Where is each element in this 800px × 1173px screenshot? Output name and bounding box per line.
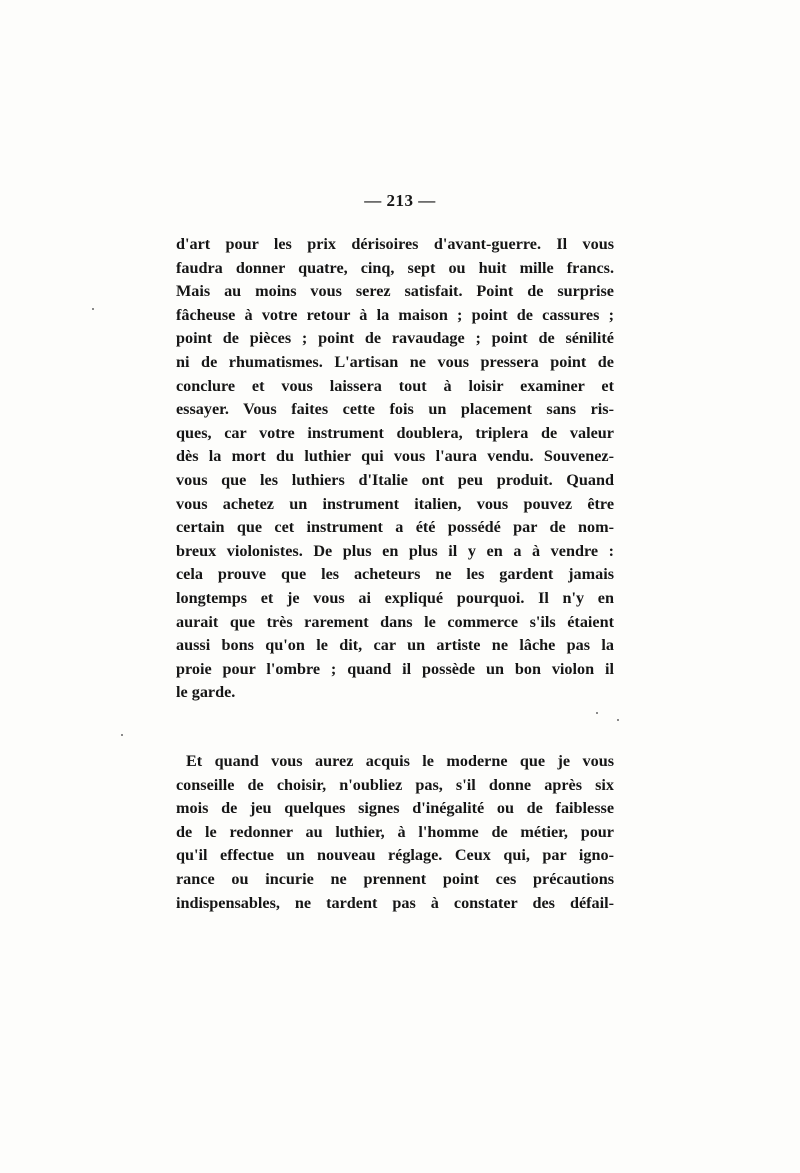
text-line: vous achetez un instrument italien, vous pouvez être (176, 494, 614, 513)
text-line: indispensables, ne tardent pas à constater des défail- (176, 893, 614, 912)
text-line: d'art pour les prix dérisoires d'avant-guerre. Il vous (176, 235, 614, 253)
scan-speck (617, 719, 619, 721)
paragraph-2 (176, 750, 614, 915)
text-line: qu'il effectue un nouveau réglage. Ceux qui, par igno- (176, 846, 614, 865)
text-line: rance ou incurie ne prennent point ces précautions (176, 869, 614, 888)
paragraph-1 (176, 233, 614, 705)
scan-speck (596, 712, 598, 714)
text-line: cela prouve que les acheteurs ne les gardent jamais (176, 565, 614, 584)
text-line: ni de rhumatismes. L'artisan ne vous pressera point de (176, 352, 614, 371)
text-line: Mais au moins vous serez satisfait. Point de surprise (176, 282, 614, 301)
text-line: conclure et vous laissera tout à loisir examiner et (176, 376, 614, 395)
text-line: point de pièces ; point de ravaudage ; point de sénilité (176, 329, 614, 348)
text-line: faudra donner quatre, cinq, sept ou huit mille francs. (176, 258, 614, 277)
text-line: de le redonner au luthier, à l'homme de métier, pour (176, 822, 614, 841)
text-line: essayer. Vous faites cette fois un placement sans ris- (176, 400, 614, 419)
text-line: le garde. (176, 683, 236, 702)
text-line: aussi bons qu'on le dit, car un artiste ne lâche pas la (176, 636, 614, 655)
text-line: conseille de choisir, n'oubliez pas, s'il donne après six (176, 775, 614, 794)
text-line: breux violonistes. De plus en plus il y en a à vendre : (176, 541, 614, 560)
page-number: — 213 — (364, 191, 436, 210)
scan-speck (121, 734, 123, 736)
text-line: aurait que très rarement dans le commerce s'ils étaient (176, 612, 614, 631)
text-line: dès la mort du luthier qui vous l'aura vendu. Souvenez- (176, 447, 614, 466)
text-line: fâcheuse à votre retour à la maison ; point de cassures ; (176, 305, 614, 324)
text-line: vous que les luthiers d'Italie ont peu produit. Quand (176, 470, 614, 489)
text-line: proie pour l'ombre ; quand il possède un bon violon il (176, 659, 614, 678)
text-line: longtemps et je vous ai expliqué pourquoi. Il n'y en (176, 588, 614, 607)
text-line: certain que cet instrument a été possédé par de nom- (176, 518, 614, 537)
text-line: Et quand vous aurez acquis le moderne que je vous (186, 752, 614, 770)
text-line: mois de jeu quelques signes d'inégalité ou de faiblesse (176, 799, 614, 818)
text-line: ques, car votre instrument doublera, triplera de valeur (176, 423, 614, 442)
scan-speck (92, 308, 94, 310)
